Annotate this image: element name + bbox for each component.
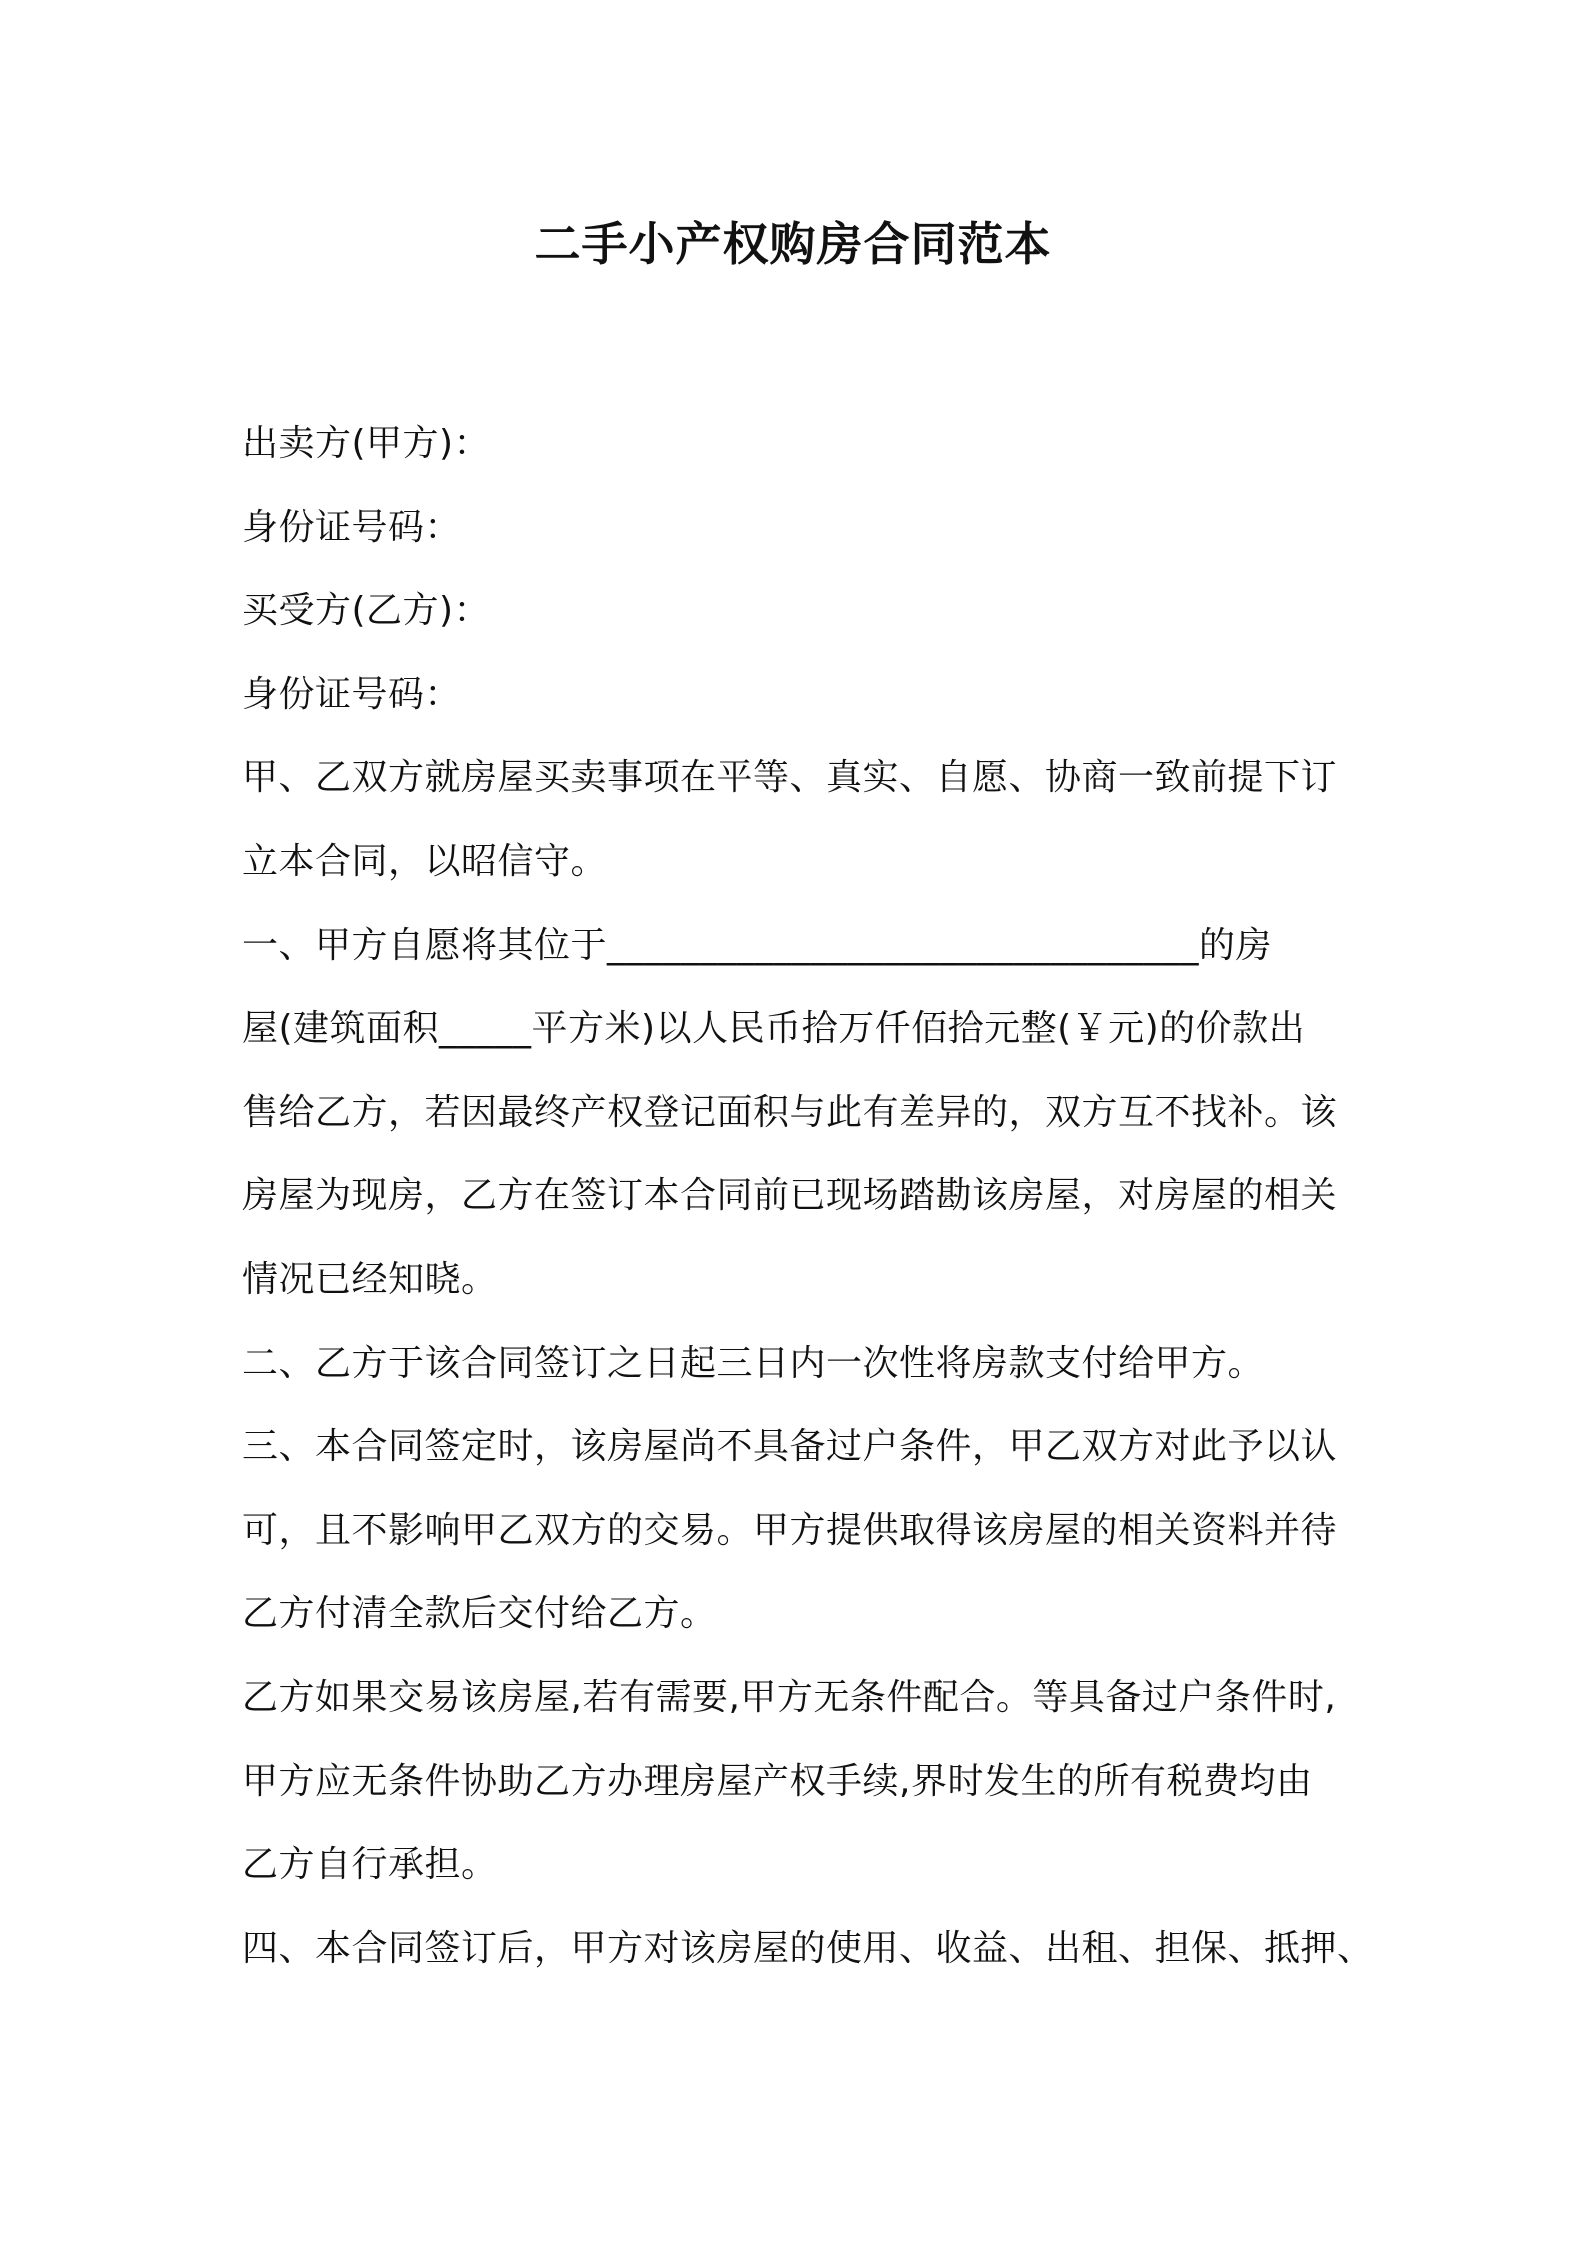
clause-1-line-4: 房屋为现房，乙方在签订本合同前已现场踏勘该房屋，对房屋的相关 bbox=[242, 1175, 1338, 1217]
seller-id-line: 身份证号码： bbox=[242, 506, 462, 548]
document-title: 二手小产权购房合同范本 bbox=[534, 217, 1052, 271]
preamble-line-2: 立本合同，以昭信守。 bbox=[242, 840, 608, 882]
clause-1-line-2: 屋(建筑面积_____平方米)以人民币拾万仟佰拾元整(￥元)的价款出 bbox=[242, 1008, 1306, 1050]
clause-3-line-4: 乙方如果交易该房屋,若有需要,甲方无条件配合。等具备过户条件时, bbox=[242, 1676, 1337, 1718]
clause-1-line-5: 情况已经知晓。 bbox=[242, 1258, 498, 1300]
preamble-line-1: 甲、乙双方就房屋买卖事项在平等、真实、自愿、协商一致前提下订 bbox=[242, 757, 1338, 799]
buyer-party-line: 买受方(乙方)： bbox=[242, 590, 491, 632]
clause-3-line-5: 甲方应无条件协助乙方办理房屋产权手续,界时发生的所有税费均由 bbox=[242, 1760, 1313, 1802]
clause-3-line-1: 三、本合同签定时，该房屋尚不具备过户条件，甲乙双方对此予以认 bbox=[242, 1426, 1338, 1468]
clause-3-line-3: 乙方付清全款后交付给乙方。 bbox=[242, 1593, 717, 1635]
clause-4-line-1: 四、本合同签订后，甲方对该房屋的使用、收益、出租、担保、抵押、 bbox=[242, 1927, 1374, 1969]
clause-1-line-3: 售给乙方，若因最终产权登记面积与此有差异的，双方互不找补。该 bbox=[242, 1091, 1338, 1133]
clause-3-line-2: 可，且不影响甲乙双方的交易。甲方提供取得该房屋的相关资料并待 bbox=[242, 1509, 1338, 1551]
seller-party-line: 出卖方(甲方)： bbox=[242, 423, 491, 464]
contract-body bbox=[242, 402, 1374, 1990]
buyer-id-line: 身份证号码： bbox=[242, 673, 462, 715]
clause-3-line-6: 乙方自行承担。 bbox=[242, 1844, 498, 1886]
clause-1-line-1: 一、甲方自愿将其位于________________________________的房 bbox=[242, 924, 1273, 966]
clause-2-line-1: 二、乙方于该合同签订之日起三日内一次性将房款支付给甲方。 bbox=[242, 1342, 1265, 1384]
